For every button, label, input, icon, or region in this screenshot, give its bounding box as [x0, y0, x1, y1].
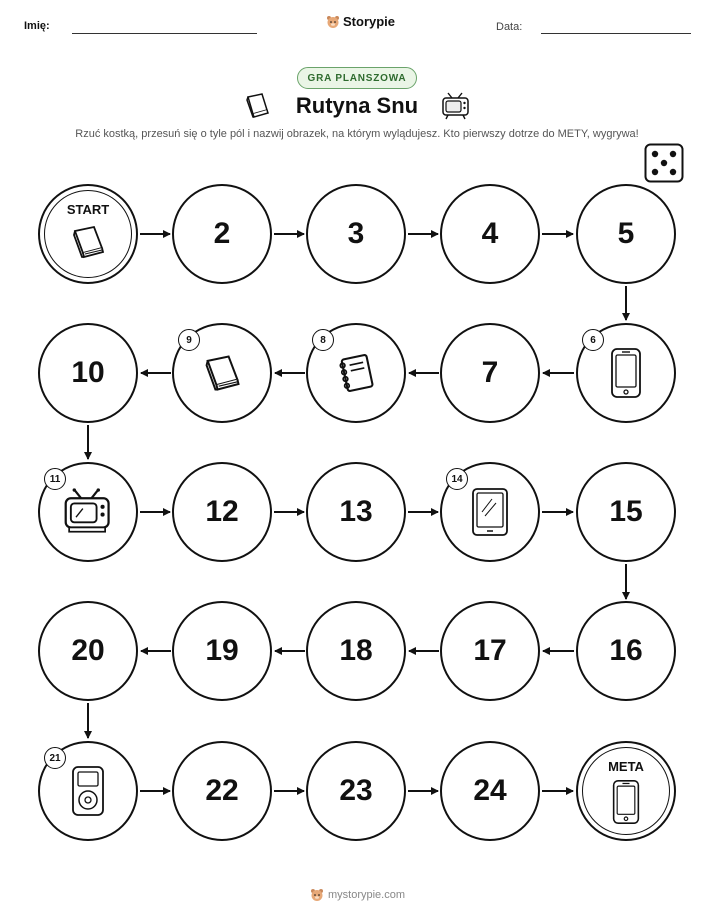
board-space [306, 462, 406, 562]
board-space [440, 601, 540, 701]
board-space-picture [38, 741, 138, 841]
bear-icon [310, 888, 324, 902]
page-title: Rutyna Snu [295, 93, 419, 118]
phone-icon [609, 347, 643, 399]
space-number: 4 [481, 217, 499, 250]
music-player-icon [70, 765, 106, 817]
board-space [576, 184, 676, 284]
board-space-picture [172, 323, 272, 423]
board-space [172, 741, 272, 841]
space-number-badge: 8 [312, 329, 334, 351]
space-number-badge: 14 [446, 468, 468, 490]
tv-icon [62, 488, 114, 536]
tablet-icon [470, 486, 510, 538]
space-number: 19 [205, 634, 239, 667]
board-space [440, 184, 540, 284]
name-label: Imię: [24, 20, 50, 32]
board-space [38, 601, 138, 701]
notebook-icon [333, 350, 379, 396]
board-space [172, 601, 272, 701]
space-number-badge: 21 [44, 747, 66, 769]
space-number: 10 [71, 356, 105, 389]
space-number: 7 [481, 356, 499, 389]
space-number-badge: 9 [178, 329, 200, 351]
space-number: 17 [473, 634, 507, 667]
board-space-picture [440, 462, 540, 562]
board-space [576, 462, 676, 562]
space-number: 20 [71, 634, 105, 667]
space-number: 24 [473, 774, 507, 807]
space-number: 2 [213, 217, 231, 250]
book-icon [40, 222, 136, 262]
space-number-badge: 11 [44, 468, 66, 490]
board-space-picture [38, 462, 138, 562]
board-space [306, 601, 406, 701]
board-space [306, 184, 406, 284]
space-number: 5 [617, 217, 635, 250]
space-number: 12 [205, 495, 239, 528]
board-space-picture [576, 323, 676, 423]
board-space [440, 323, 540, 423]
book-icon [199, 351, 245, 395]
space-number: 18 [339, 634, 373, 667]
space-number: 16 [609, 634, 643, 667]
finish-label: META [608, 759, 644, 774]
board-space-start [38, 184, 138, 284]
board-space-picture [306, 323, 406, 423]
board-space-finish [576, 741, 676, 841]
board-space [38, 323, 138, 423]
board-space [172, 184, 272, 284]
game-type-badge: GRA PLANSZOWA [297, 67, 417, 89]
space-number: 3 [347, 217, 365, 250]
brand-name: Storypie [343, 14, 396, 29]
space-number: 15 [609, 495, 643, 528]
date-label: Data: [496, 21, 523, 33]
space-number: 22 [205, 774, 239, 807]
space-number: 13 [339, 495, 373, 528]
board-space [172, 462, 272, 562]
board-space [306, 741, 406, 841]
space-number-badge: 6 [582, 329, 604, 351]
instructions: Rzuć kostką, przesuń się o tyle pól i nazwij obrazek, na którym wylądujesz. Kto pierwszy dotrze do METY, wygrywa! [75, 128, 639, 140]
board-space [440, 741, 540, 841]
footer-url[interactable]: mystorypie.com [328, 889, 406, 901]
board-space [576, 601, 676, 701]
space-number: 23 [339, 774, 373, 807]
footer [310, 888, 405, 902]
start-label: START [66, 202, 110, 217]
phone-icon [578, 779, 674, 825]
